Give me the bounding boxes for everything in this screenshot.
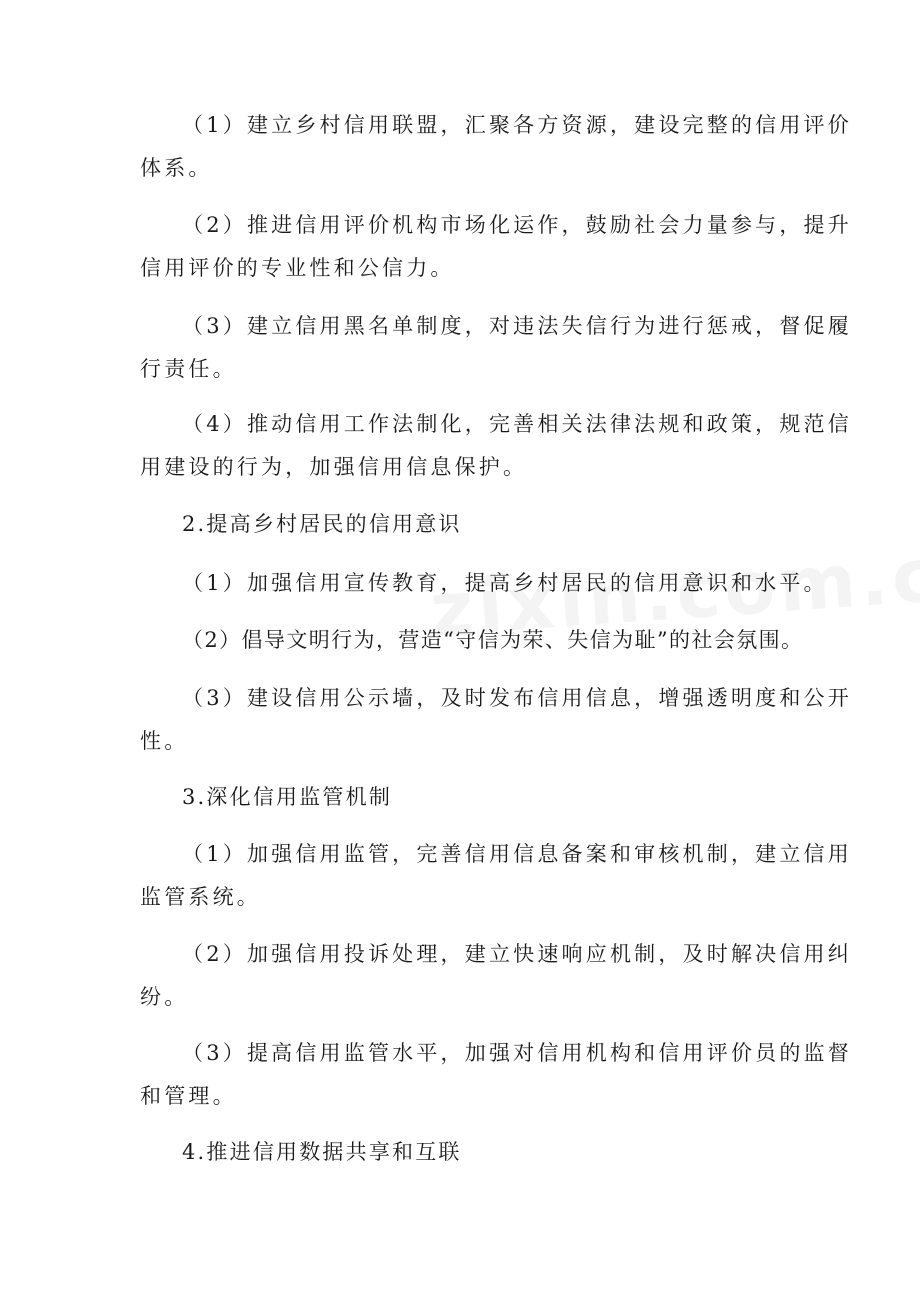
text-line: 纷。 <box>140 985 189 1009</box>
paragraph-1-4 <box>140 403 852 489</box>
paragraph-2-1 <box>140 562 828 605</box>
text-line: （2）推进信用评价机构市场化运作，鼓励社会力量参与，提升 <box>182 213 852 237</box>
text-line: 行责任。 <box>140 357 237 381</box>
text-line: （3）建立信用黑名单制度，对违法失信行为进行惩戒，督促履 <box>182 314 852 338</box>
text-line: （1）建立乡村信用联盟，汇聚各方资源，建设完整的信用评价 <box>182 113 852 137</box>
text-line: （2）倡导文明行为，营造“守信为荣、失信为耻”的社会氛围。 <box>182 628 804 652</box>
paragraph-1-1 <box>140 104 852 190</box>
paragraph-2-3 <box>140 677 852 763</box>
text-line: 体系。 <box>140 156 213 180</box>
paragraph-1-2 <box>140 204 852 290</box>
paragraph-1-3 <box>140 305 852 391</box>
paragraph-3-3 <box>140 1032 852 1118</box>
text-line: 和管理。 <box>140 1084 237 1108</box>
text-line: （1）加强信用监管，完善信用信息备案和审核机制，建立信用 <box>182 842 852 866</box>
text-line: 信用评价的专业性和公信力。 <box>140 256 455 280</box>
paragraph-3-1 <box>140 833 852 919</box>
paragraph-2-2 <box>140 619 804 662</box>
text-line: 性。 <box>140 729 189 753</box>
text-line: （2）加强信用投诉处理，建立快速响应机制，及时解决信用纠 <box>182 942 852 966</box>
text-line: 用建设的行为，加强信用信息保护。 <box>140 455 528 479</box>
section-heading-3: 3.深化信用监管机制 <box>182 785 393 809</box>
text-line: （3）提高信用监管水平，加强对信用机构和信用评价员的监督 <box>182 1041 852 1065</box>
text-line: （4）推动信用工作法制化，完善相关法律法规和政策，规范信 <box>182 412 852 436</box>
section-heading-4: 4.推进信用数据共享和互联 <box>182 1140 462 1164</box>
text-line: （3）建设信用公示墙，及时发布信用信息，增强透明度和公开 <box>182 686 852 710</box>
text-line: （1）加强信用宣传教育，提高乡村居民的信用意识和水平。 <box>182 571 828 595</box>
section-heading-2: 2.提高乡村居民的信用意识 <box>182 512 462 536</box>
paragraph-3-2 <box>140 933 852 1019</box>
text-line: 监管系统。 <box>140 885 261 909</box>
